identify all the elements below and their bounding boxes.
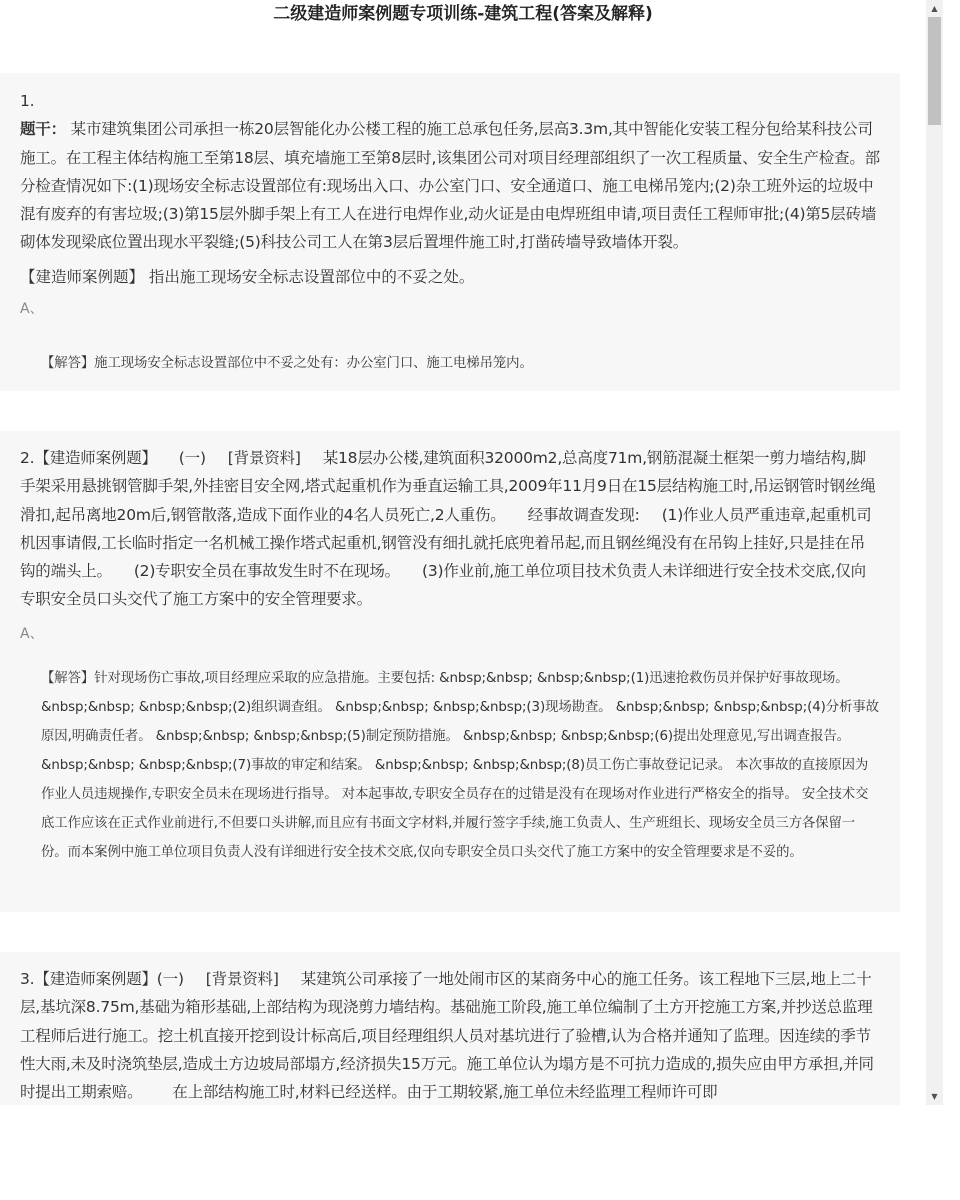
scroll-thumb[interactable] bbox=[928, 17, 941, 125]
section-marker: (一) bbox=[156, 970, 184, 988]
stem-label: 题干： bbox=[20, 120, 66, 139]
answer-text: 【解答】施工现场安全标志设置部位中不妥之处有：办公室门口、施工电梯吊笼内。 bbox=[41, 355, 533, 371]
question-number: 3. bbox=[20, 970, 35, 988]
option-label: A、 bbox=[20, 625, 44, 642]
question-lead: 【建造师案例题】 bbox=[34, 970, 157, 988]
section-heading: [背景资料] bbox=[205, 970, 279, 988]
question-stem bbox=[20, 431, 880, 614]
stem-text: 在上部结构施工时,材料已经送样。由于工期较紧,施工单位未经监理工程师许可即 bbox=[172, 1083, 718, 1102]
vertical-scrollbar[interactable] bbox=[926, 0, 943, 1105]
question-number: 2. bbox=[20, 449, 35, 467]
question-card-1 bbox=[0, 73, 900, 391]
scroll-down-arrow-icon[interactable]: ▼ bbox=[931, 1092, 938, 1101]
option-label: A、 bbox=[20, 300, 44, 317]
stem-text: 某18层办公楼,建筑面积32000m2,总高度71m,钢筋混凝土框架一剪力墙结构,脚手架采用悬挑钢管脚手架,外挂密目安全网,塔式起重机作为垂直运输工具,2009年11月9日在15层结构施工时,吊运钢管时钢丝绳滑扣,起吊离地20m后,钢管散落,造成下面作业的4名人员死亡,2人重伤。 bbox=[20, 449, 876, 524]
question-lead: 【建造师案例题】 bbox=[34, 449, 157, 467]
stem-text: 某市建筑集团公司承担一栋20层智能化办公楼工程的施工总承包任务,层高3.3m,其中智能化安装工程分包给某科技公司施工。在工程主体结构施工至第18层、填充墙施工至第8层时,该集团公司对项目经理部组织了一次工程质量、安全生产检查。部分检查情况如下:(1)现场安全标志设置部位有:现场出入口、办公室门口、安全通道口、施工电梯吊笼内;(2)杂工班外运的垃圾中混有废弃的有害垃圾;(3)第15层外脚手架上有工人在进行电焊作业,动火证是由电焊班组申请,项目责任工程师审批;(4)第5层砖墙砌体发现梁底位置出现水平裂缝;(5)科技公司工人在第3层后置埋件施工时,打凿砖墙导致墙体开裂。 bbox=[20, 120, 880, 252]
scroll-up-arrow-icon[interactable]: ▲ bbox=[931, 4, 938, 13]
answer-text: 【解答】针对现场伤亡事故,项目经理应采取的应急措施。主要包括: &nbsp;&nbsp; &nbsp;&nbsp;(1)迅速抢救伤员并保护好事故现场。 &nbsp;&nbsp; &nbsp;&nbsp;(2)组织调查组。 &nbsp;&nbsp; &nbsp;&nbsp;(3)现场勘查。 &nbsp;&nbsp; &nbsp;&nbsp;(4)分析事故原因,明确责任者。 &nbsp;&nbsp; &nbsp;&nbsp;(5)制定预防措施。 &nbsp;&nbsp; &nbsp;&nbsp;(6)提出处理意见,写出调查报告。 &nbsp;&nbsp; &nbsp;&nbsp;(7)事故的审定和结案。 &nbsp;&nbsp; &nbsp;&nbsp;(8)员工伤亡事故登记记录。 本次事故的直接原因为作业人员违规操作,专职安全员未在现场进行指导。 对本起事故,专职安全员存在的过错是没有在现场对作业进行严格安全的指导。 安全技术交底工作应该在正式作业前进行,不但要口头讲解,而且应有书面文字材料,并履行签字手续,施工负责人、生产班组长、现场安全员三方各保留一份。而本案例中施工单位项目负责人没有详细进行安全技术交底,仅向专职安全员口头交代了施工方案中的安全管理要求是不妥的。 bbox=[41, 670, 879, 860]
stem-text: 某建筑公司承接了一地处闹市区的某商务中心的施工任务。该工程地下三层,地上二十层,基坑深8.75m,基础为箱形基础,上部结构为现浇剪力墙结构。基础施工阶段,施工单位编制了土方开挖施工方案,并抄送总监理工程师后进行施工。挖土机直接开挖到设计标高后,项目经理组织人员对基坑进行了验槽,认为合格并通知了监理。因连续的季节性大雨,未及时浇筑垫层,造成土方边坡局部塌方,经济损失15万元。施工单位认为塌方是不可抗力造成的,损失应由甲方承担,并同时提出工期索赔。 bbox=[20, 970, 874, 1102]
question-card-3 bbox=[0, 952, 900, 1105]
stem-text: (3)作业前,施工单位项目技术负责人未详细进行安全技术交底,仅向专职安全员口头交代了施工方案中的安全管理要求。 bbox=[20, 562, 866, 609]
question-stem bbox=[20, 73, 880, 257]
question-stem bbox=[20, 952, 880, 1105]
page-title: 二级建造师案例题专项训练-建筑工程(答案及解释) bbox=[273, 4, 653, 24]
question-number: 1. bbox=[20, 92, 35, 110]
stem-text: 经事故调查发现: bbox=[527, 505, 640, 524]
section-heading: [背景资料] bbox=[227, 449, 301, 467]
question-card-2 bbox=[0, 431, 900, 912]
stem-text: (1)作业人员严重违章,起重机司机因事请假,工长临时指定一名机械工操作塔式起重机,钢管没有细扎就托底兜着吊起,而且钢丝绳没有在吊钩上挂好,只是挂在吊钩的端头上。 bbox=[20, 505, 872, 581]
question-prompt: 【建造师案例题】 指出施工现场安全标志设置部位中的不妥之处。 bbox=[20, 267, 475, 286]
section-marker: (一) bbox=[178, 449, 206, 467]
stem-text: (2)专职安全员在事故发生时不在现场。 bbox=[133, 562, 400, 581]
